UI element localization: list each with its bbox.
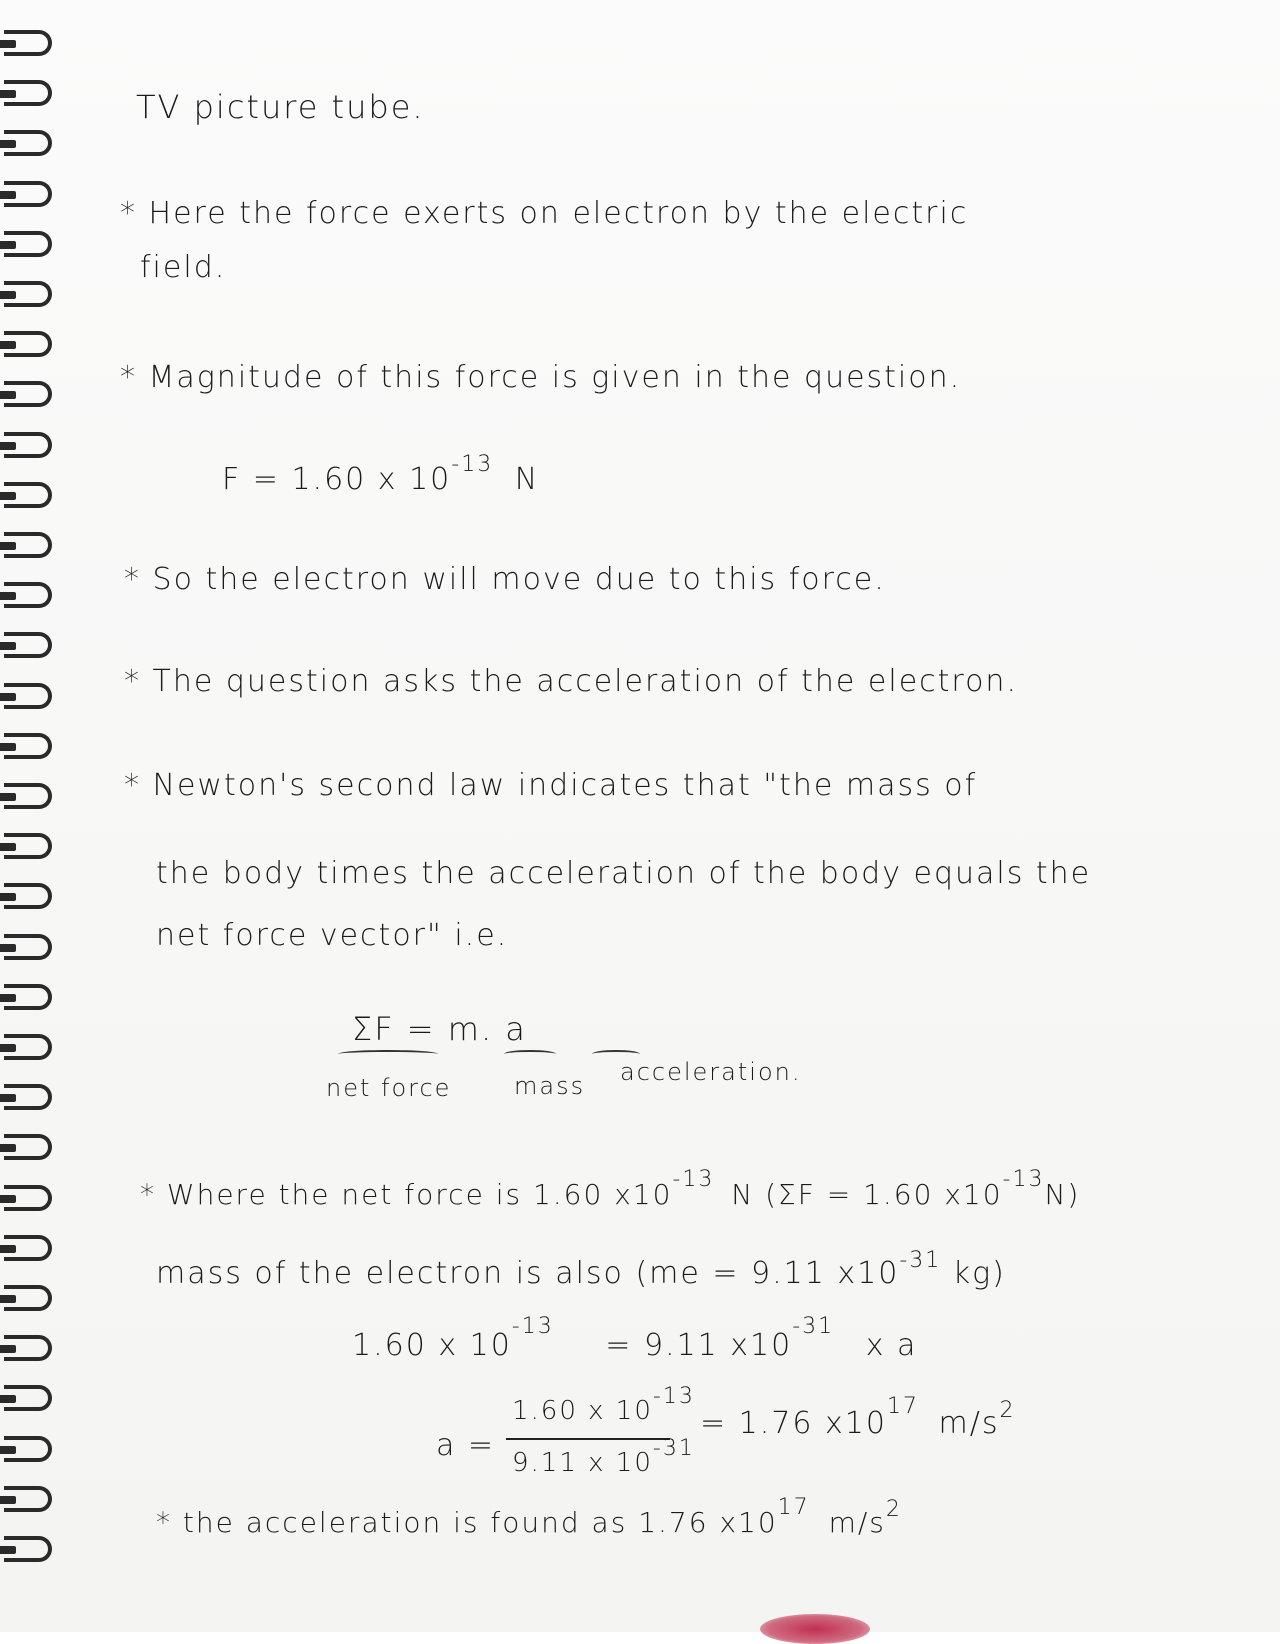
acceleration-brace (592, 1050, 640, 1058)
spiral-ring (4, 482, 52, 508)
spiral-ring (4, 281, 52, 307)
spiral-ring (4, 432, 52, 458)
spiral-ring (4, 582, 52, 608)
spiral-ring (4, 733, 52, 759)
result-equation (700, 1394, 1016, 1441)
spiral-ring (4, 1335, 52, 1361)
spiral-ring (4, 381, 52, 407)
red-stain (760, 1614, 870, 1644)
fraction-numerator-exp: -13 (652, 1384, 695, 1409)
result-unit-exp: 2 (999, 1398, 1016, 1423)
spiral-ring (4, 1385, 52, 1411)
spiral-ring (4, 984, 52, 1010)
mass-electron-exp: -31 (899, 1248, 942, 1273)
spiral-ring (4, 130, 52, 156)
result-exponent: 17 (886, 1394, 919, 1419)
spiral-ring (4, 30, 52, 56)
text-line-5: * So the electron will move due to this force. (124, 562, 886, 597)
calc-times: x a (865, 1328, 918, 1363)
final-answer-unit: m/s (828, 1506, 886, 1539)
where-line (140, 1167, 1081, 1211)
spiral-ring (4, 833, 52, 859)
fraction-denominator-text: 9.11 x 10 (512, 1448, 653, 1478)
spiral-ring (4, 783, 52, 809)
calc-rhs-exp: -31 (792, 1314, 835, 1339)
mass-brace (504, 1050, 556, 1058)
calc-line (352, 1314, 918, 1363)
a-equals: a = (436, 1428, 496, 1463)
mass-electron-unit: kg) (952, 1256, 1006, 1291)
net-force-label: net force (326, 1074, 452, 1102)
acceleration-label: acceleration. (620, 1058, 802, 1086)
fraction-denominator (512, 1436, 695, 1478)
spiral-ring (4, 1436, 52, 1462)
mass-label: mass (514, 1072, 586, 1100)
spiral-ring (4, 632, 52, 658)
spiral-ring (4, 683, 52, 709)
fraction-denominator-exp: -31 (652, 1436, 695, 1461)
result-value: = 1.76 x10 (700, 1406, 887, 1441)
fraction-bar (506, 1438, 670, 1440)
spiral-ring (4, 883, 52, 909)
net-force-brace (338, 1050, 438, 1058)
spiral-ring (4, 181, 52, 207)
mass-electron-line (156, 1248, 1006, 1291)
spiral-ring (4, 934, 52, 960)
force-equation-exponent: -13 (451, 452, 494, 477)
spiral-ring (4, 1285, 52, 1311)
where-part-b: N (ΣF = 1.60 x10 (731, 1178, 1003, 1211)
text-line-9: net force vector" i.e. (156, 918, 509, 953)
spiral-ring (4, 1185, 52, 1211)
page-title: TV picture tube. (136, 88, 425, 126)
spiral-ring (4, 1134, 52, 1160)
fraction-numerator-text: 1.60 x 10 (512, 1396, 653, 1426)
spiral-ring (4, 1536, 52, 1562)
text-line-2: field. (140, 250, 227, 285)
spiral-ring (4, 1034, 52, 1060)
fraction-numerator (512, 1384, 695, 1426)
force-equation (222, 452, 540, 497)
force-equation-main: F = 1.60 x 10 (222, 462, 452, 497)
final-answer (156, 1495, 902, 1539)
spiral-ring (4, 532, 52, 558)
spiral-ring (4, 331, 52, 357)
text-line-8: the body times the acceleration of the body equals the (156, 856, 1092, 891)
spiral-ring (4, 1235, 52, 1261)
where-part-a: * Where the net force is 1.60 x10 (140, 1178, 673, 1211)
final-answer-unit-exp: 2 (885, 1497, 902, 1522)
newton-equation: ΣF = m. a (352, 1010, 527, 1048)
spiral-ring (4, 231, 52, 257)
force-equation-unit: N (514, 462, 540, 497)
text-line-7: * Newton's second law indicates that "the mass of (124, 768, 978, 803)
where-exp-a: -13 (672, 1167, 715, 1192)
where-exp-b: -13 (1002, 1167, 1045, 1192)
result-unit: m/s (938, 1406, 1000, 1441)
text-line-6: * The question asks the acceleration of the electron. (124, 664, 1018, 699)
calc-lhs: 1.60 x 10 (352, 1328, 512, 1363)
calc-lhs-exp: -13 (511, 1314, 554, 1339)
text-line-1: * Here the force exerts on electron by the electric (120, 196, 969, 231)
text-line-3: * Magnitude of this force is given in the question. (120, 360, 962, 395)
spiral-binding (0, 30, 60, 1620)
mass-electron-text: mass of the electron is also (me = 9.11 x10 (156, 1256, 900, 1291)
spiral-ring (4, 1084, 52, 1110)
spiral-ring (4, 80, 52, 106)
final-answer-exp: 17 (777, 1495, 810, 1520)
where-part-c: N) (1044, 1178, 1081, 1211)
calc-rhs: = 9.11 x10 (605, 1328, 793, 1363)
final-answer-text: * the acceleration is found as 1.76 x10 (156, 1506, 778, 1539)
spiral-ring (4, 1486, 52, 1512)
